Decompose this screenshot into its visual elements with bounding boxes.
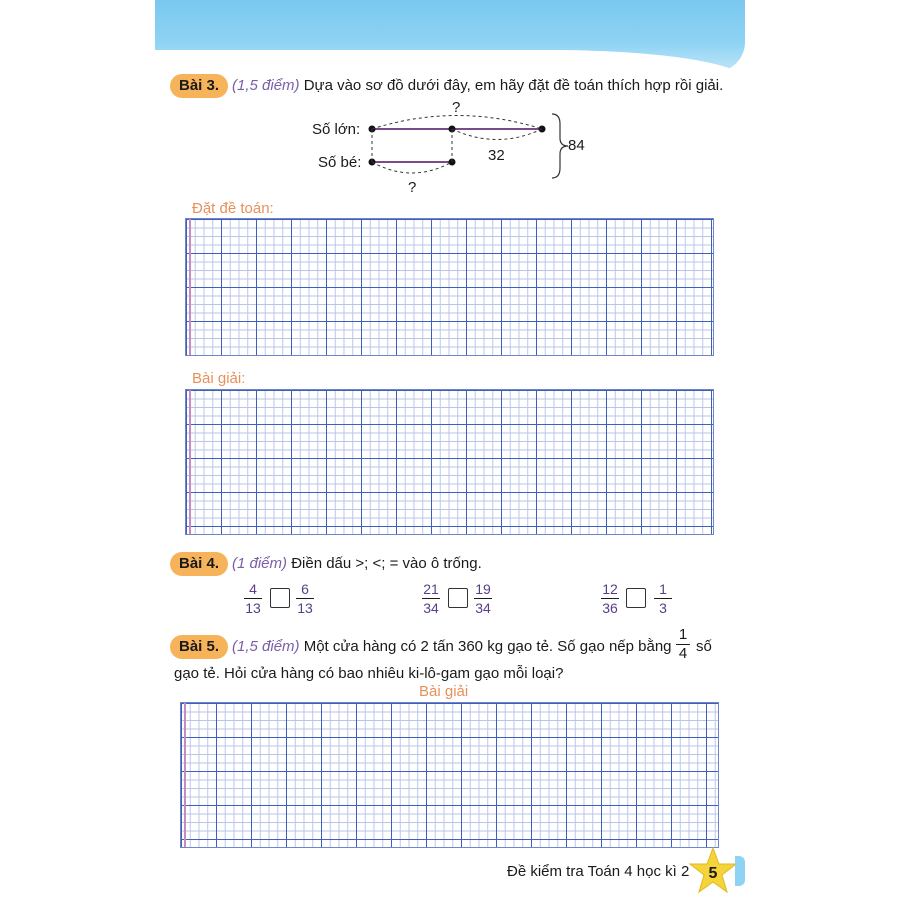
difference-brace: [452, 129, 542, 140]
bai4-text: Điền dấu >; <; = vào ô trống.: [291, 555, 482, 572]
big-number-label: Số lớn:: [312, 121, 361, 138]
bai3-solution-grid[interactable]: [185, 389, 714, 535]
numerator: 19: [475, 581, 491, 597]
compare-box-2[interactable]: [448, 588, 468, 608]
difference-value: 32: [488, 147, 505, 164]
bai3-label: Bài 3.: [170, 74, 228, 98]
denominator: 36: [602, 600, 618, 616]
bai5-label: Bài 5.: [170, 635, 228, 659]
bai5-points: (1,5 điểm): [232, 638, 300, 655]
bottom-question-mark: ?: [408, 179, 417, 196]
denominator: 13: [245, 600, 261, 616]
top-question-mark: ?: [452, 99, 461, 116]
bai5-question-line2: gạo tẻ. Hỏi cửa hàng có bao nhiêu ki-lô-gam gạo mỗi loại?: [174, 665, 564, 682]
bai3-text: Dựa vào sơ đồ dưới đây, em hãy đặt đề toán thích hợp rồi giải.: [303, 77, 724, 94]
bai4-label: Bài 4.: [170, 552, 228, 576]
fraction: [296, 581, 314, 616]
segment-diagram: [300, 92, 620, 202]
fraction: [654, 581, 672, 616]
bai5-fraction: [676, 627, 690, 662]
total-value: 84: [568, 137, 585, 154]
numerator: 6: [301, 581, 309, 597]
top-brace: [372, 116, 542, 130]
fraction: [422, 581, 440, 616]
denominator: 4: [678, 645, 688, 662]
fraction: [474, 581, 492, 616]
footer-tab: [735, 856, 745, 886]
bai5-question-line1: [232, 635, 672, 659]
footer-title: Đề kiểm tra Toán 4 học kì 2: [507, 863, 690, 880]
numerator: 12: [602, 581, 618, 597]
compare-box-3[interactable]: [626, 588, 646, 608]
bai5-solution-grid[interactable]: [180, 702, 719, 848]
numerator: 4: [249, 581, 257, 597]
bai5-solution-label: Bài giải: [419, 683, 469, 700]
bai4-question: [232, 552, 482, 576]
numerator: 21: [423, 581, 439, 597]
bai5-text1-end: số: [696, 638, 712, 655]
bottom-brace: [372, 162, 452, 173]
page-number: 5: [708, 865, 718, 882]
big-end-point: [539, 126, 546, 133]
fraction: [601, 581, 619, 616]
denominator: 34: [475, 600, 491, 616]
denominator: 3: [659, 600, 667, 616]
compare-box-1[interactable]: [270, 588, 290, 608]
fraction: [244, 581, 262, 616]
total-curly-brace: [552, 114, 568, 178]
bai3-solution-label: Bài giải:: [192, 370, 246, 387]
small-number-label: Số bé:: [318, 154, 362, 171]
star-icon: [688, 846, 738, 896]
denominator: 13: [297, 600, 313, 616]
bai5-text1: Một cửa hàng có 2 tấn 360 kg gạo tẻ. Số gạo nếp bằng: [303, 638, 672, 655]
problem-writing-grid[interactable]: [185, 218, 714, 356]
bai3-points: (1,5 điểm): [232, 77, 300, 94]
numerator: 1: [678, 626, 688, 643]
bai4-points: (1 điểm): [232, 555, 288, 572]
problem-label: Đặt đề toán:: [192, 200, 274, 217]
numerator: 1: [659, 581, 667, 597]
denominator: 34: [423, 600, 439, 616]
